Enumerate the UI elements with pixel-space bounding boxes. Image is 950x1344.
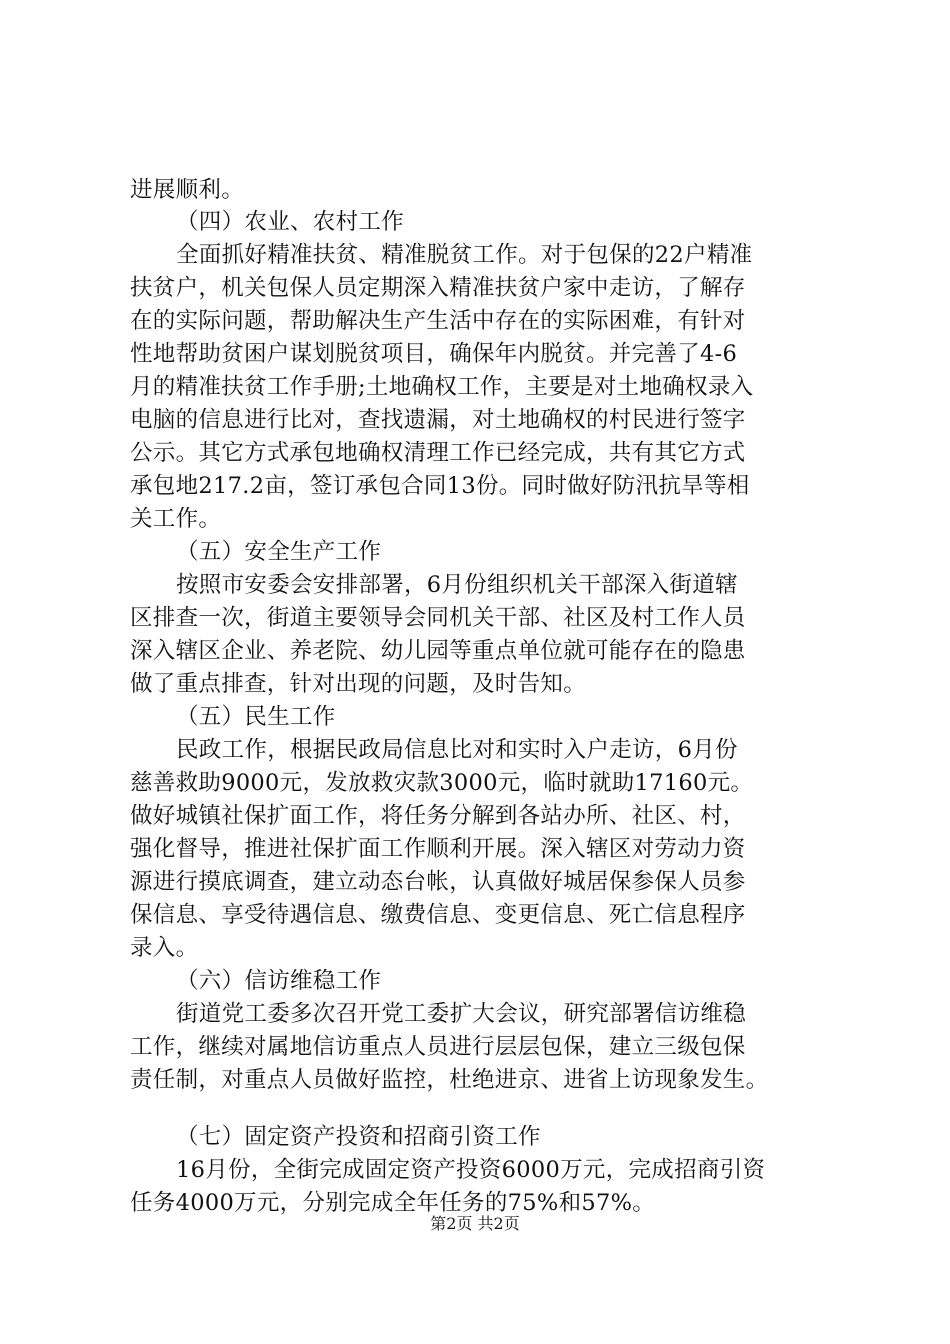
text-line: 月的精准扶贫工作手册;土地确权工作，主要是对土地确权录入 (130, 374, 754, 400)
text-line: 慈善救助9000元，发放救灾款3000元，临时就助17160元。 (130, 770, 754, 796)
text-line: 区排查一次，街道主要领导会同机关干部、社区及村工作人员 (130, 605, 746, 631)
text-line: 民政工作，根据民政局信息比对和实时入户走访，6月份 (176, 737, 738, 763)
text-line: 做了重点排查，针对出现的问题，及时告知。 (130, 671, 587, 697)
text-line: 源进行摸底调查，建立动态台帐，认真做好城居保参保人员参 (130, 869, 746, 895)
text-line: 强化督导，推进社保扩面工作顺利开展。深入辖区对劳动力资 (130, 836, 746, 862)
text-line: 电脑的信息进行比对，查找遗漏，对土地确权的村民进行签字 (130, 407, 746, 433)
text-line: 街道党工委多次召开党工委扩大会议，研究部署信访维稳 (176, 1001, 747, 1027)
text-line: 按照市安委会安排部署，6月份组织机关干部深入街道辖 (176, 572, 738, 598)
section-heading-safety: （五）安全生产工作 (176, 539, 382, 565)
text-line: 关工作。 (130, 506, 222, 532)
text-line: 扶贫户，机关包保人员定期深入精准扶贫户家中走访，了解存 (130, 275, 746, 301)
page-number-footer: 第2页 共2页 (430, 1214, 520, 1233)
section-heading-agriculture: （四）农业、农村工作 (176, 209, 405, 235)
text-line: 全面抓好精准扶贫、精准脱贫工作。对于包保的22户精准 (176, 242, 753, 268)
text-line: 责任制，对重点人员做好监控，杜绝进京、进省上访现象发生。 (130, 1067, 769, 1093)
text-line: 在的实际问题，帮助解决生产生活中存在的实际困难，有针对 (130, 308, 746, 334)
text-line: 深入辖区企业、养老院、幼儿园等重点单位就可能存在的隐患 (130, 638, 746, 664)
text-line: 16月份，全街完成固定资产投资6000万元，完成招商引资 (176, 1157, 766, 1183)
text-line: 承包地217.2亩，签订承包合同13份。同时做好防汛抗旱等相 (130, 473, 750, 499)
text-line: 性地帮助贫困户谋划脱贫项目，确保年内脱贫。并完善了4-6 (130, 341, 738, 367)
text-line: 工作，继续对属地信访重点人员进行层层包保，建立三级包保 (130, 1034, 746, 1060)
section-heading-investment: （七）固定资产投资和招商引资工作 (176, 1124, 541, 1150)
text-line: 做好城镇社保扩面工作，将任务分解到各站办所、社区、村， (130, 803, 746, 829)
text-line: 公示。其它方式承包地确权清理工作已经完成，共有其它方式 (130, 440, 746, 466)
section-heading-livelihood: （五）民生工作 (176, 704, 336, 730)
text-line: 录入。 (130, 935, 199, 961)
text-line: 保信息、享受待遇信息、缴费信息、变更信息、死亡信息程序 (130, 902, 746, 928)
section-heading-petition: （六）信访维稳工作 (176, 968, 382, 994)
text-line: 任务4000万元，分别完成全年任务的75%和57%。 (130, 1190, 656, 1216)
text-line: 进展顺利。 (130, 177, 245, 203)
